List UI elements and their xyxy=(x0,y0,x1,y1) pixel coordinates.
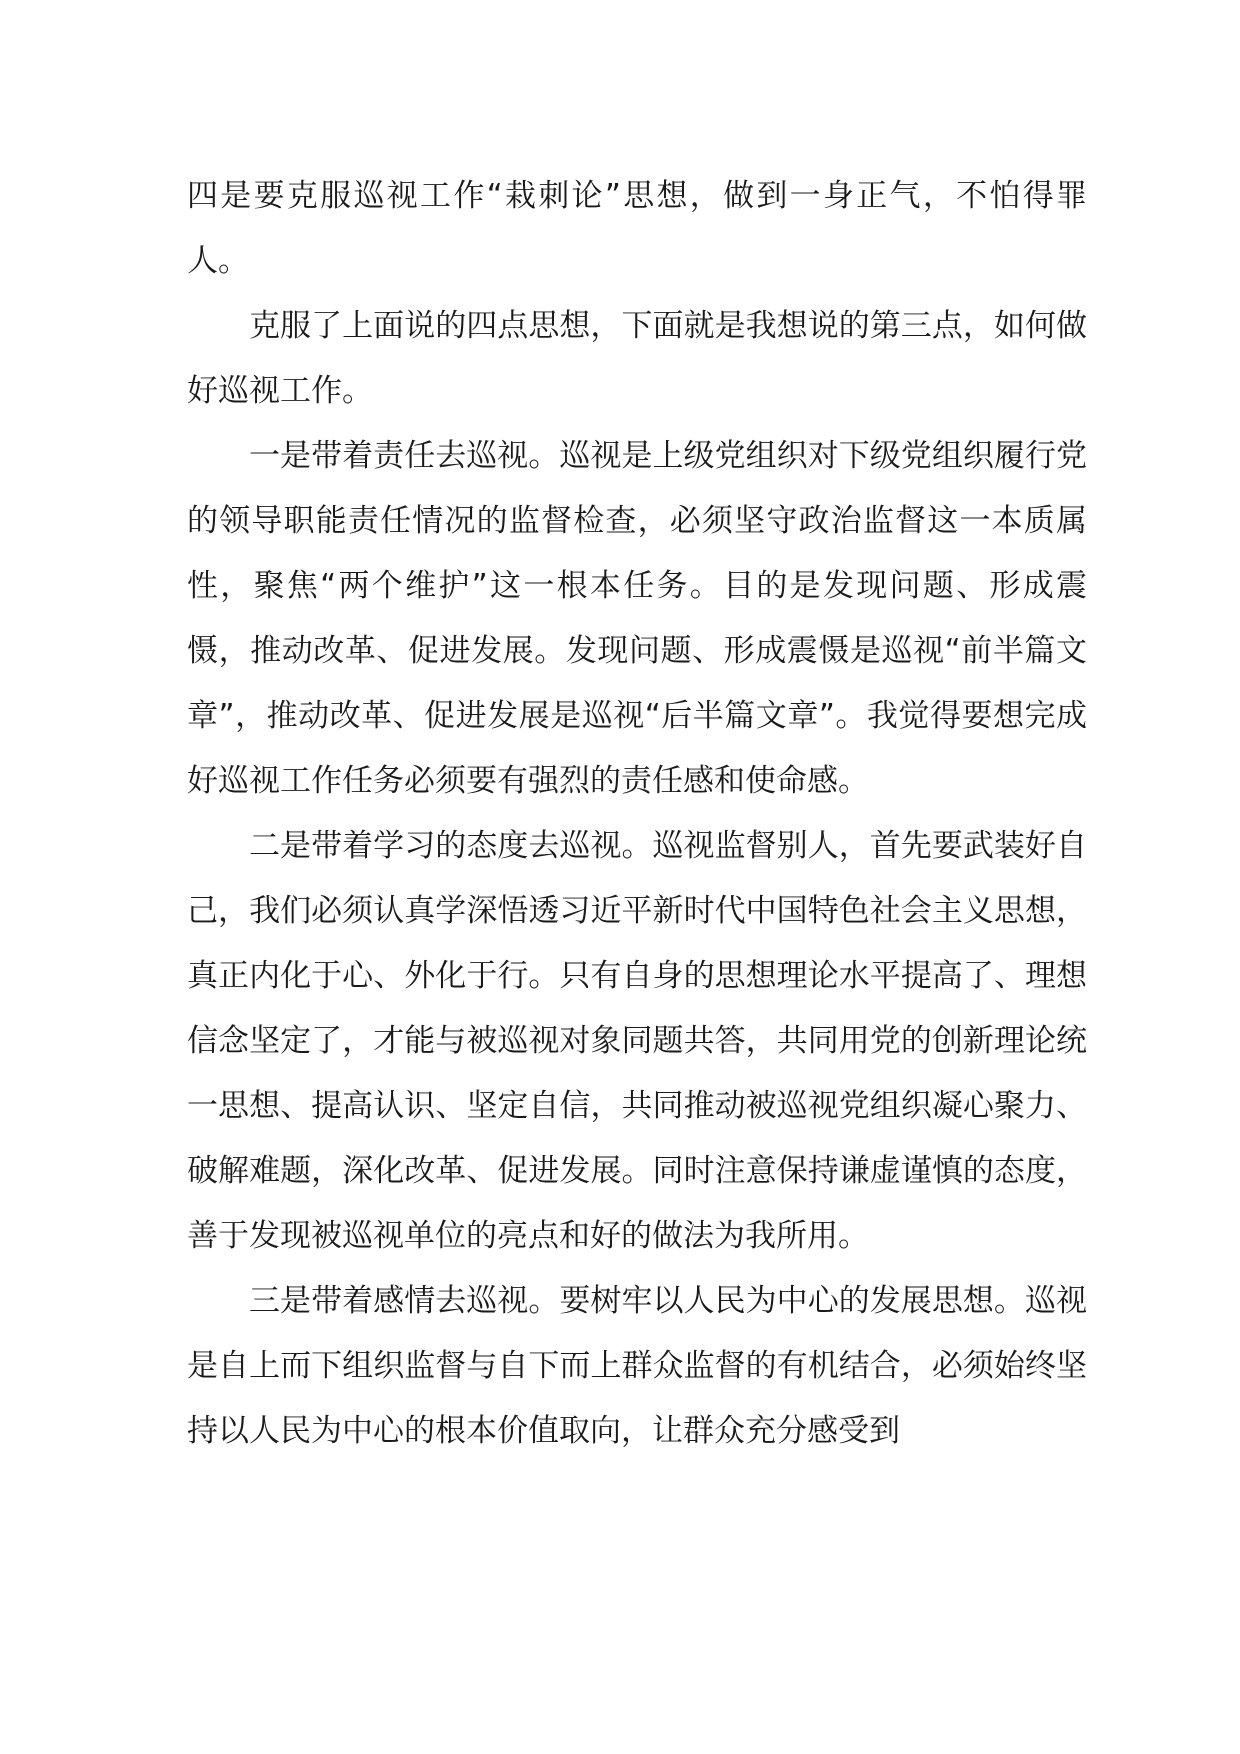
paragraph-point-three: 三是带着感情去巡视。要树牢以人民为中心的发展思想。巡视是自上而下组织监督与自下而上群众监督的有机结合，必须始终坚持以人民为中心的根本价值取向，让群众充分感受到 xyxy=(187,1283,1087,1449)
document-body xyxy=(187,164,1087,1464)
paragraph-continuation: 四是要克服巡视工作“栽刺论”思想，做到一身正气，不怕得罪人。 xyxy=(187,178,1087,279)
paragraph-point-two: 二是带着学习的态度去巡视。巡视监督别人，首先要武装好自己，我们必须认真学深悟透习近平新时代中国特色社会主义思想，真正内化于心、外化于行。只有自身的思想理论水平提高了、理想信念坚定了，才能与被巡视对象同题共答，共同用党的创新理论统一思想、提高认识、坚定自信，共同推动被巡视党组织凝心聚力、破解难题，深化改革、促进发展。同时注意保持谦虚谨慎的态度，善于发现被巡视单位的亮点和好的做法为我所用。 xyxy=(187,828,1087,1254)
paragraph-point-one: 一是带着责任去巡视。巡视是上级党组织对下级党组织履行党的领导职能责任情况的监督检查，必须坚守政治监督这一本质属性，聚焦“两个维护”这一根本任务。目的是发现问题、形成震慑，推动改革、促进发展。发现问题、形成震慑是巡视“前半篇文章”，推动改革、促进发展是巡视“后半篇文章”。我觉得要想完成好巡视工作任务必须要有强烈的责任感和使命感。 xyxy=(187,438,1087,799)
paragraph-transition: 克服了上面说的四点思想，下面就是我想说的第三点，如何做好巡视工作。 xyxy=(187,308,1087,409)
